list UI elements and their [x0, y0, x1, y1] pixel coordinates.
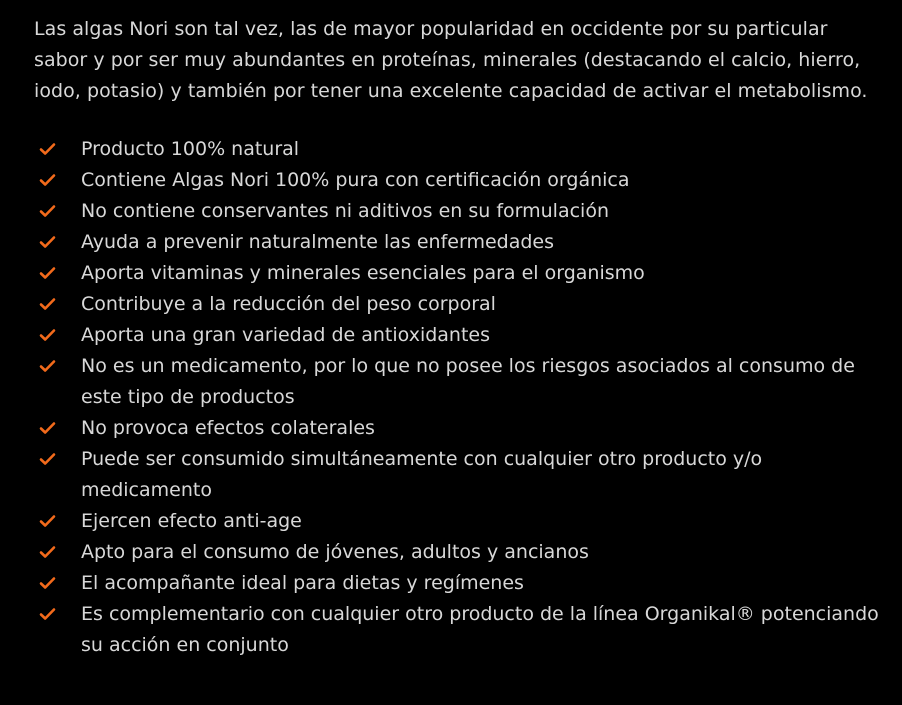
- benefit-text: Contiene Algas Nori 100% pura con certificación orgánica: [81, 169, 630, 191]
- check-icon: [39, 421, 56, 435]
- check-icon: [39, 607, 56, 621]
- benefit-text: No es un medicamento, por lo que no posee los riesgos asociados al consumo de este tipo de productos: [81, 355, 855, 408]
- check-icon: [39, 204, 56, 218]
- list-item: [34, 320, 882, 351]
- list-item: [34, 134, 882, 165]
- benefit-text: Contribuye a la reducción del peso corporal: [81, 293, 496, 315]
- benefits-list: [34, 134, 882, 661]
- intro-paragraph: Las algas Nori son tal vez, las de mayor popularidad en occidente por su particular sabor y por ser muy abundantes en proteínas, minerales (destacando el calcio, hierro, iodo, potasio) y también por tener una excelente capacidad de activar el metabolismo.: [34, 18, 868, 102]
- benefit-text: El acompañante ideal para dietas y regímenes: [81, 572, 524, 594]
- list-item: [34, 258, 882, 289]
- benefit-text: Aporta vitaminas y minerales esenciales para el organismo: [81, 262, 645, 284]
- check-icon: [39, 173, 56, 187]
- benefit-text: No contiene conservantes ni aditivos en su formulación: [81, 200, 609, 222]
- check-icon: [39, 545, 56, 559]
- benefit-text: Producto 100% natural: [81, 138, 300, 160]
- check-icon: [39, 359, 56, 373]
- check-icon: [39, 576, 56, 590]
- benefit-text: No provoca efectos colaterales: [81, 417, 375, 439]
- benefit-text: Ejercen efecto anti-age: [81, 510, 302, 532]
- list-item: [34, 351, 882, 413]
- benefit-text: Puede ser consumido simultáneamente con cualquier otro producto y/o medicamento: [81, 448, 763, 501]
- list-item: [34, 506, 882, 537]
- check-icon: [39, 514, 56, 528]
- benefit-text: Ayuda a prevenir naturalmente las enfermedades: [81, 231, 554, 253]
- list-item: [34, 444, 882, 506]
- benefit-text: Apto para el consumo de jóvenes, adultos y ancianos: [81, 541, 589, 563]
- check-icon: [39, 142, 56, 156]
- check-icon: [39, 452, 56, 466]
- check-icon: [39, 297, 56, 311]
- list-item: [34, 165, 882, 196]
- benefit-text: Es complementario con cualquier otro producto de la línea Organikal® potenciando su acción en conjunto: [81, 603, 879, 656]
- check-icon: [39, 266, 56, 280]
- list-item: [34, 289, 882, 320]
- list-item: [34, 568, 882, 599]
- list-item: [34, 537, 882, 568]
- list-item: [34, 599, 882, 661]
- list-item: [34, 413, 882, 444]
- check-icon: [39, 235, 56, 249]
- list-item: [34, 227, 882, 258]
- list-item: [34, 196, 882, 227]
- check-icon: [39, 328, 56, 342]
- benefit-text: Aporta una gran variedad de antioxidantes: [81, 324, 491, 346]
